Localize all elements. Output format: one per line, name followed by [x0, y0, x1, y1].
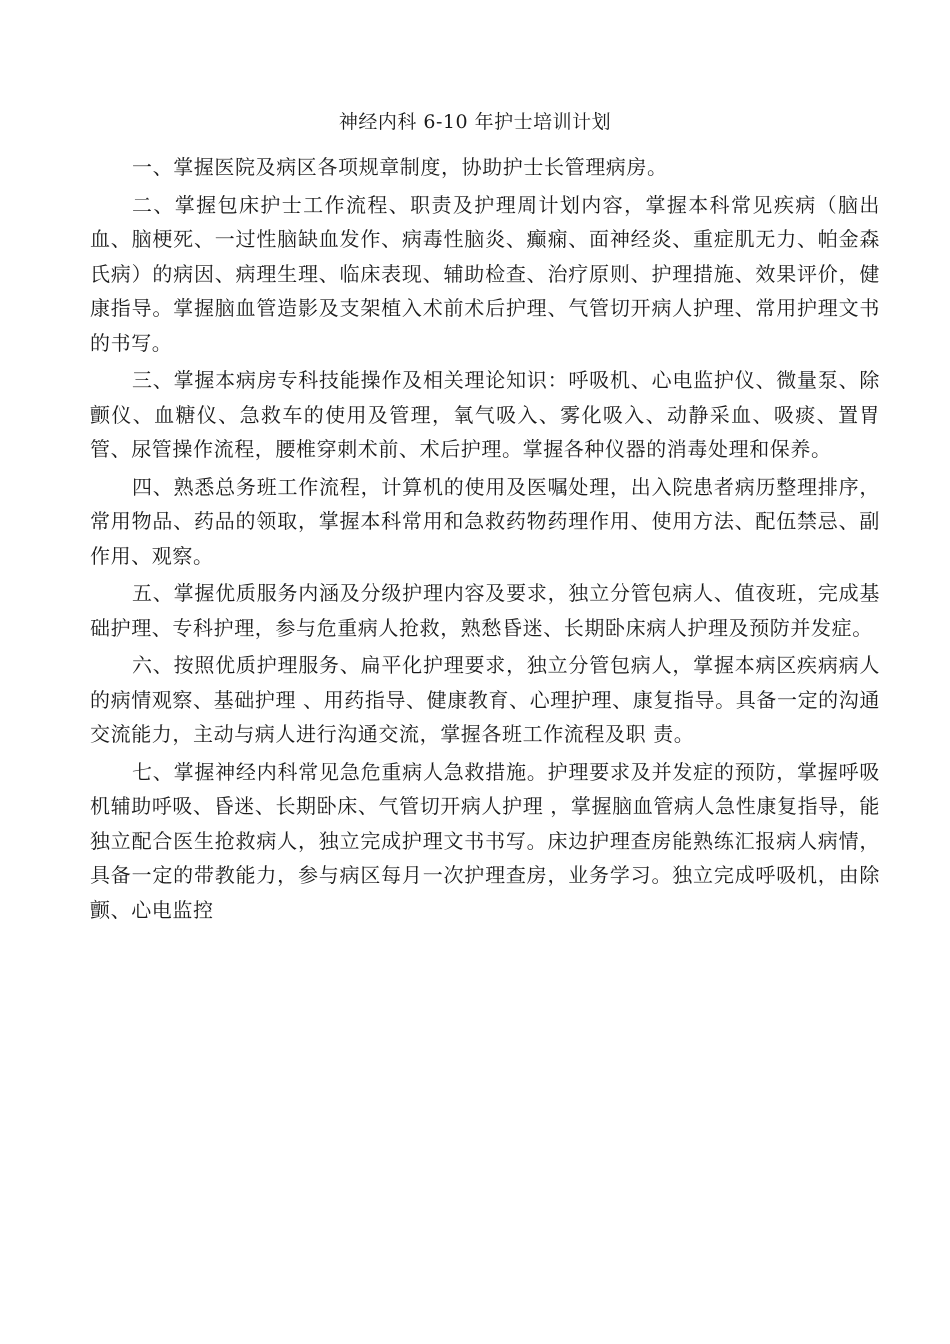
paragraph-3: 三、掌握本病房专科技能操作及相关理论知识：呼吸机、心电监护仪、微量泵、除颤仪、血糖仪、急救车的使用及管理，氧气吸入、雾化吸入、动静采血、吸痰、置胃管、尿管操作流程，腰椎穿刺术前、术后护理。掌握各种仪器的消毒处理和保养。 — [90, 368, 880, 461]
paragraph-2: 二、掌握包床护士工作流程、职责及护理周计划内容，掌握本科常见疾病（脑出血、脑梗死、一过性脑缺血发作、病毒性脑炎、癫痫、面神经炎、重症肌无力、帕金森氏病）的病因、病理生理、临床表现、辅助检查、治疗原则、护理措施、效果评价，健康指导。掌握脑血管造影及支架植入术前术后护理、气管切开病人护理、常用护理文书的书写。 — [90, 192, 880, 355]
document-title: 神经内科 6-10 年护士培训计划 — [338, 111, 612, 133]
paragraph-1: 一、掌握医院及病区各项规章制度，协助护士长管理病房。 — [132, 155, 668, 179]
paragraph-7: 七、掌握神经内科常见急危重病人急救措施。护理要求及并发症的预防，掌握呼吸机辅助呼吸、昏迷、长期卧床、气管切开病人护理 ，掌握脑血管病人急性康复指导，能独立配合医生抢救病人，独立完成护理文书书写。床边护理查房能熟练汇报病人病情，具备一定的带教能力，参与病区每月一次护理查房，业务学习。独立完成呼吸机，由除颤、心电监控 — [90, 759, 880, 922]
paragraph-4: 四、熟悉总务班工作流程，计算机的使用及医嘱处理，出入院患者病历整理排序，常用物品、药品的领取，掌握本科常用和急救药物药理作用、使用方法、配伍禁忌、副作用、观察。 — [90, 474, 880, 568]
paragraph-5: 五、掌握优质服务内涵及分级护理内容及要求，独立分管包病人、值夜班，完成基础护理、专科护理，参与危重病人抢救，熟愁昏迷、长期卧床病人护理及预防并发症。 — [90, 581, 880, 640]
document-body — [90, 150, 880, 930]
paragraph-6: 六、按照优质护理服务、扁平化护理要求，独立分管包病人，掌握本病区疾病病人的病情观察、基础护理 、用药指导、健康教育、心理护理、康复指导。具备一定的沟通交流能力，主动与病人进行沟通交流，掌握各班工作流程及职 责。 — [90, 653, 880, 746]
